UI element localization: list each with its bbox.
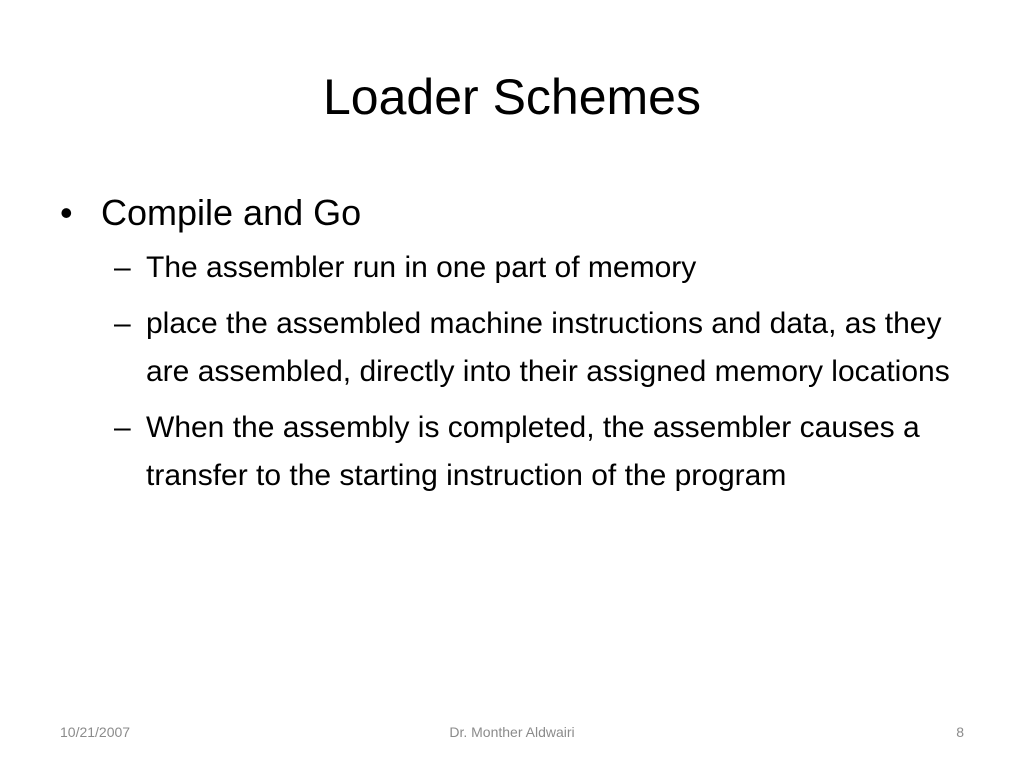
- sub-bullet-item: [114, 244, 960, 292]
- dash-marker: –: [114, 251, 131, 284]
- bullet-item: [60, 188, 960, 238]
- sub-bullet-item: [114, 404, 960, 500]
- footer-date: 10/21/2007: [60, 724, 131, 740]
- dash-marker: –: [114, 411, 131, 444]
- slide-content: [60, 188, 960, 508]
- page-number: 8: [956, 724, 964, 740]
- slide-title: Loader Schemes: [322, 69, 701, 125]
- footer-author: Dr. Monther Aldwairi: [449, 724, 575, 740]
- sub-bullet-item: [114, 300, 960, 396]
- sub-bullet-list: [114, 244, 960, 500]
- sub-bullet-text: When the assembly is completed, the assembler causes a transfer to the starting instruction of the program: [146, 411, 920, 492]
- bullet-text: Compile and Go: [101, 192, 362, 233]
- bullet-marker: •: [60, 192, 73, 233]
- dash-marker: –: [114, 307, 131, 340]
- sub-bullet-text: place the assembled machine instructions and data, as they are assembled, directly into their assigned memory locations: [146, 307, 950, 388]
- sub-bullet-text: The assembler run in one part of memory: [146, 251, 697, 284]
